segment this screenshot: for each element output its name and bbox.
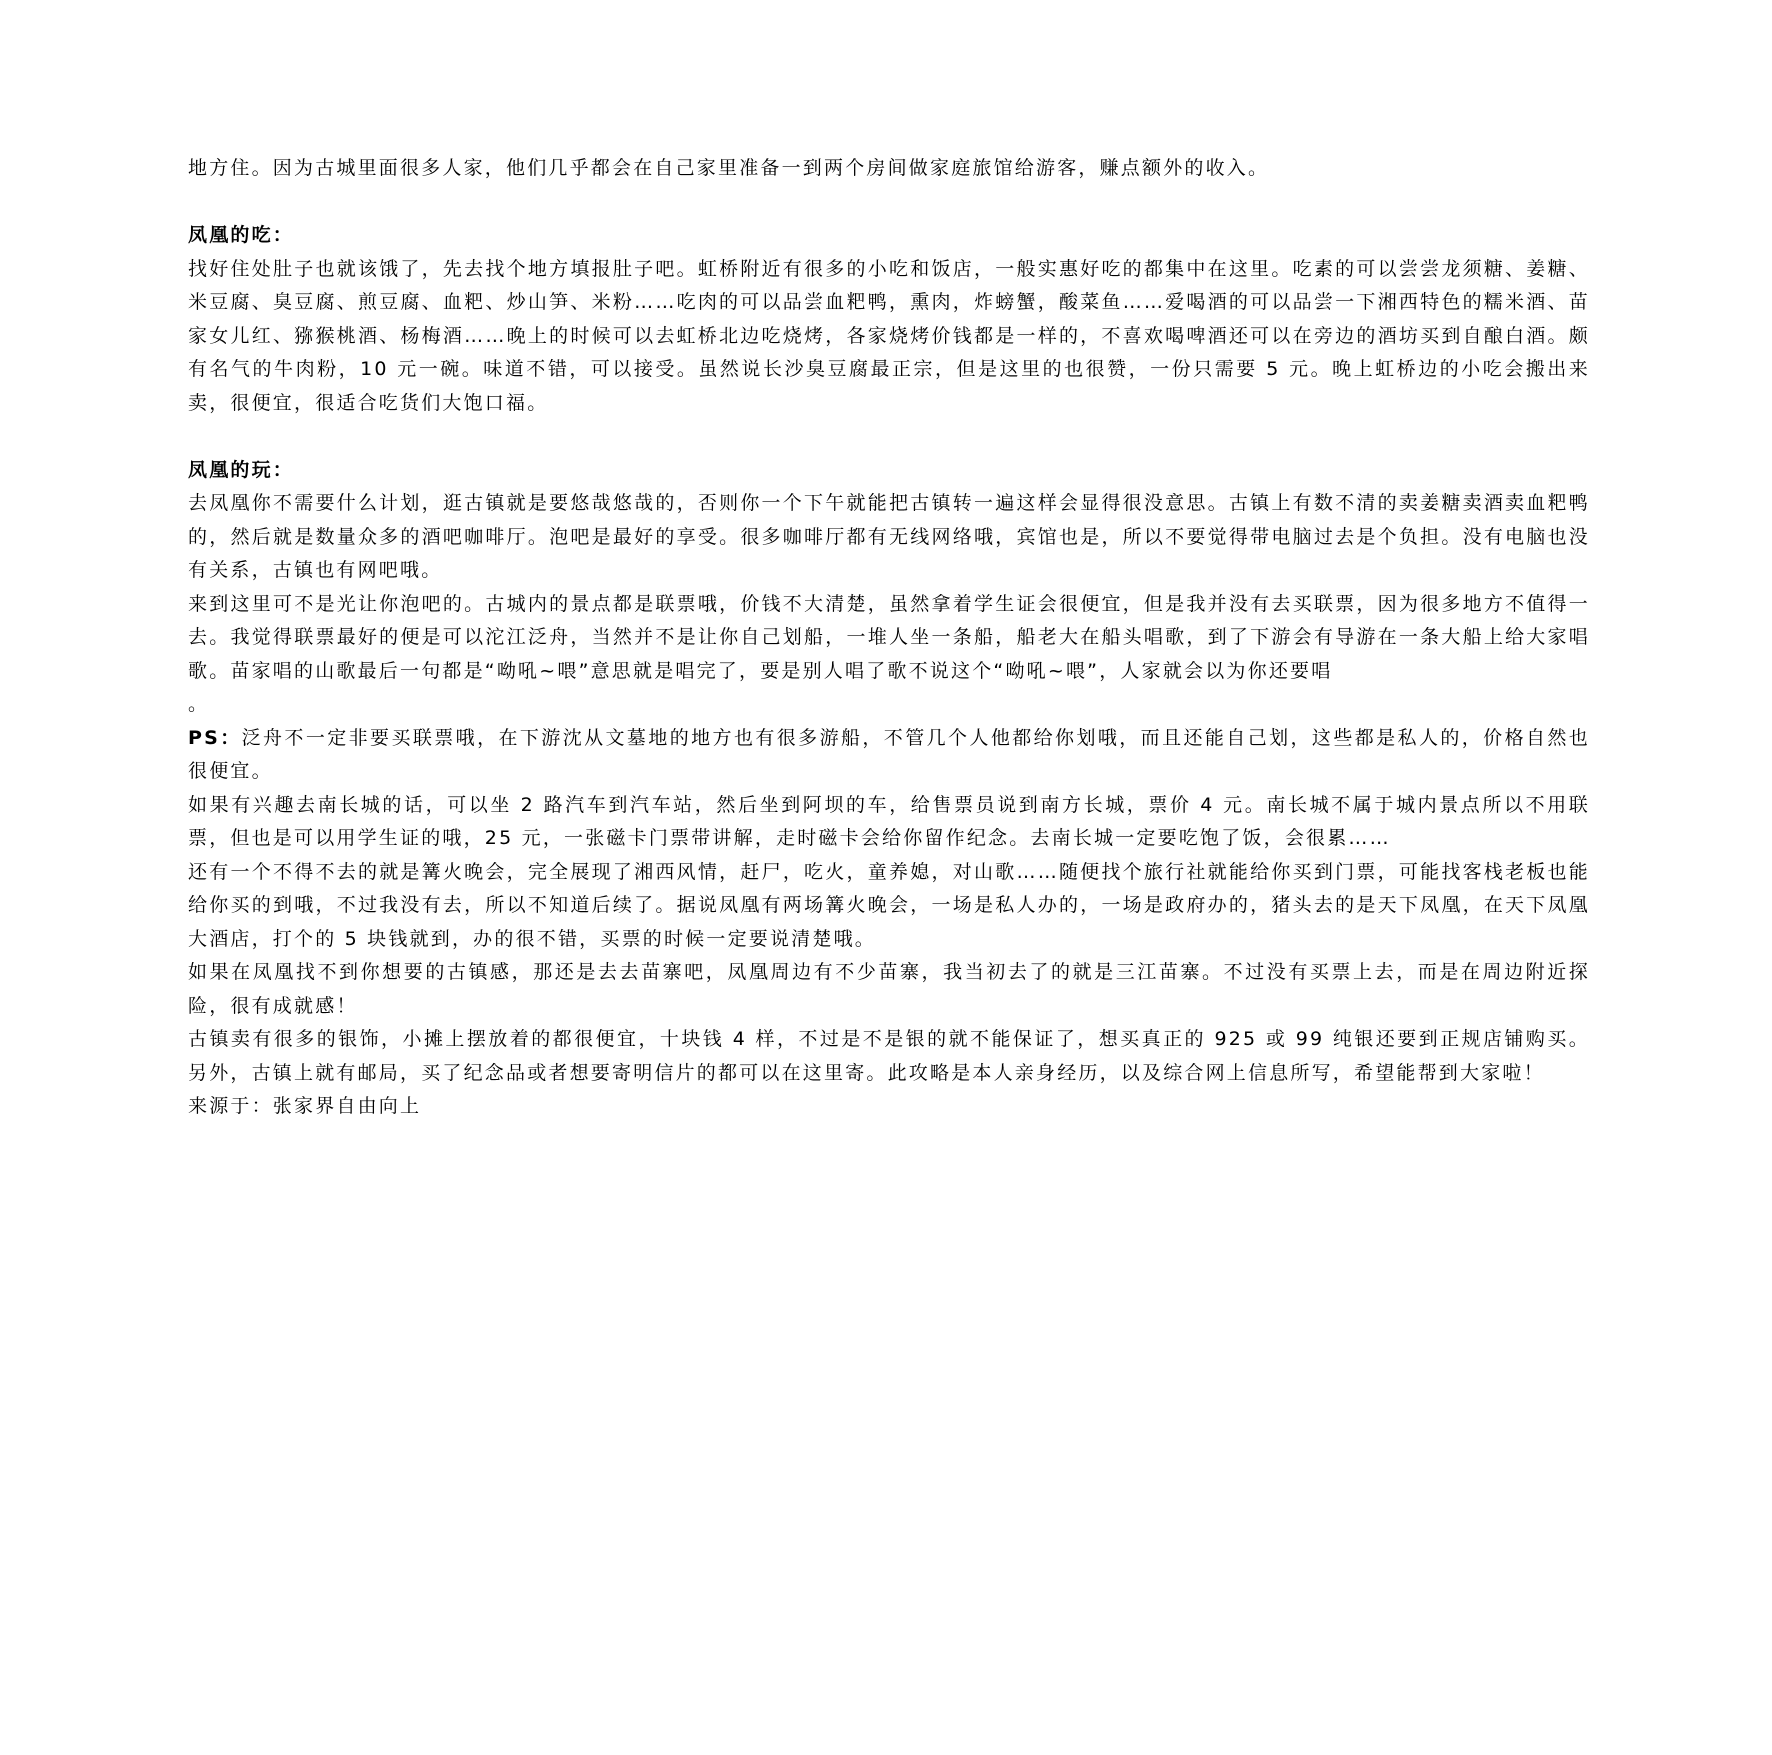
ps-paragraph (188, 722, 1590, 789)
play-paragraph-3: 如果有兴趣去南长城的话，可以坐 2 路汽车到汽车站，然后坐到阿坝的车，给售票员说到南方长城，票价 4 元。南长城不属于城内景点所以不用联票，但也是可以用学生证的哦，25 元，一张磁卡门票带讲解，走时磁卡会给你留作纪念。去南长城一定要吃饱了饭，会很累…… (188, 793, 1590, 849)
spacer (188, 420, 1590, 454)
play-paragraph-4: 还有一个不得不去的就是篝火晚会，完全展现了湘西风情，赶尸，吃火，童养媳，对山歌……随便找个旅行社就能给你买到门票，可能找客栈老板也能给你买的到哦，不过我没有去，所以不知道后续了。据说凤凰有两场篝火晚会，一场是私人办的，一场是政府办的，猪头去的是天下凤凰，在天下凤凰大酒店，打个的 5 块钱就到，办的很不错，买票的时候一定要说清楚哦。 (188, 860, 1590, 950)
section-heading-food: 凤凰的吃： (188, 224, 295, 246)
intro-paragraph: 地方住。因为古城里面很多人家，他们几乎都会在自己家里准备一到两个房间做家庭旅馆给游客，赚点额外的收入。 (188, 157, 1270, 179)
document-body (188, 152, 1590, 1124)
play-paragraph-5: 如果在凤凰找不到你想要的古镇感，那还是去去苗寨吧，凤凰周边有不少苗寨，我当初去了的就是三江苗寨。不过没有买票上去，而是在周边附近探险，很有成就感！ (188, 961, 1590, 1017)
source-line: 来源于：张家界自由向上 (188, 1095, 422, 1117)
ps-text: 泛舟不一定非要买联票哦，在下游沈从文墓地的地方也有很多游船，不管几个人他都给你划哦，而且还能自己划，这些都是私人的，价格自然也很便宜。 (188, 726, 1590, 782)
play-paragraph-2: 来到这里可不是光让你泡吧的。古城内的景点都是联票哦，价钱不大清楚，虽然拿着学生证会很便宜，但是我并没有去买联票，因为很多地方不值得一去。我觉得联票最好的便是可以沱江泛舟，当然并不是让你自己划船，一堆人坐一条船，船老大在船头唱歌，到了下游会有导游在一条大船上给大家唱歌。苗家唱的山歌最后一句都是“呦吼~喂”意思就是唱完了，要是别人唱了歌不说这个“呦吼~喂”，人家就会以为你还要唱 (188, 592, 1590, 682)
food-paragraph: 找好住处肚子也就该饿了，先去找个地方填报肚子吧。虹桥附近有很多的小吃和饭店，一般实惠好吃的都集中在这里。吃素的可以尝尝龙须糖、姜糖、米豆腐、臭豆腐、煎豆腐、血粑、炒山笋、米粉……吃肉的可以品尝血粑鸭，熏肉，炸螃蟹，酸菜鱼……爱喝酒的可以品尝一下湘西特色的糯米酒、苗家女儿红、猕猴桃酒、杨梅酒……晚上的时候可以去虹桥北边吃烧烤，各家烧烤价钱都是一样的，不喜欢喝啤酒还可以在旁边的酒坊买到自酿白酒。颇有名气的牛肉粉，10 元一碗。味道不错，可以接受。虽然说长沙臭豆腐最正宗，但是这里的也很赞，一份只需要 5 元。晚上虹桥边的小吃会搬出来卖，很便宜，很适合吃货们大饱口福。 (188, 257, 1590, 414)
spacer (188, 186, 1590, 220)
section-heading-play: 凤凰的玩： (188, 458, 295, 481)
play-paragraph-2-tail: 。 (188, 693, 210, 715)
play-paragraph-6: 古镇卖有很多的银饰，小摊上摆放着的都很便宜，十块钱 4 样，不过是不是银的就不能保证了，想买真正的 925 或 99 纯银还要到正规店铺购买。另外，古镇上就有邮局，买了纪念品或者想要寄明信片的都可以在这里寄。此攻略是本人亲身经历，以及综合网上信息所写，希望能帮到大家啦！ (188, 1028, 1590, 1084)
ps-label: PS： (188, 726, 242, 749)
play-paragraph-1: 去凤凰你不需要什么计划，逛古镇就是要悠哉悠哉的，否则你一个下午就能把古镇转一遍这样会显得很没意思。古镇上有数不清的卖姜糖卖酒卖血粑鸭的，然后就是数量众多的酒吧咖啡厅。泡吧是最好的享受。很多咖啡厅都有无线网络哦，宾馆也是，所以不要觉得带电脑过去是个负担。没有电脑也没有关系，古镇也有网吧哦。 (188, 492, 1590, 581)
